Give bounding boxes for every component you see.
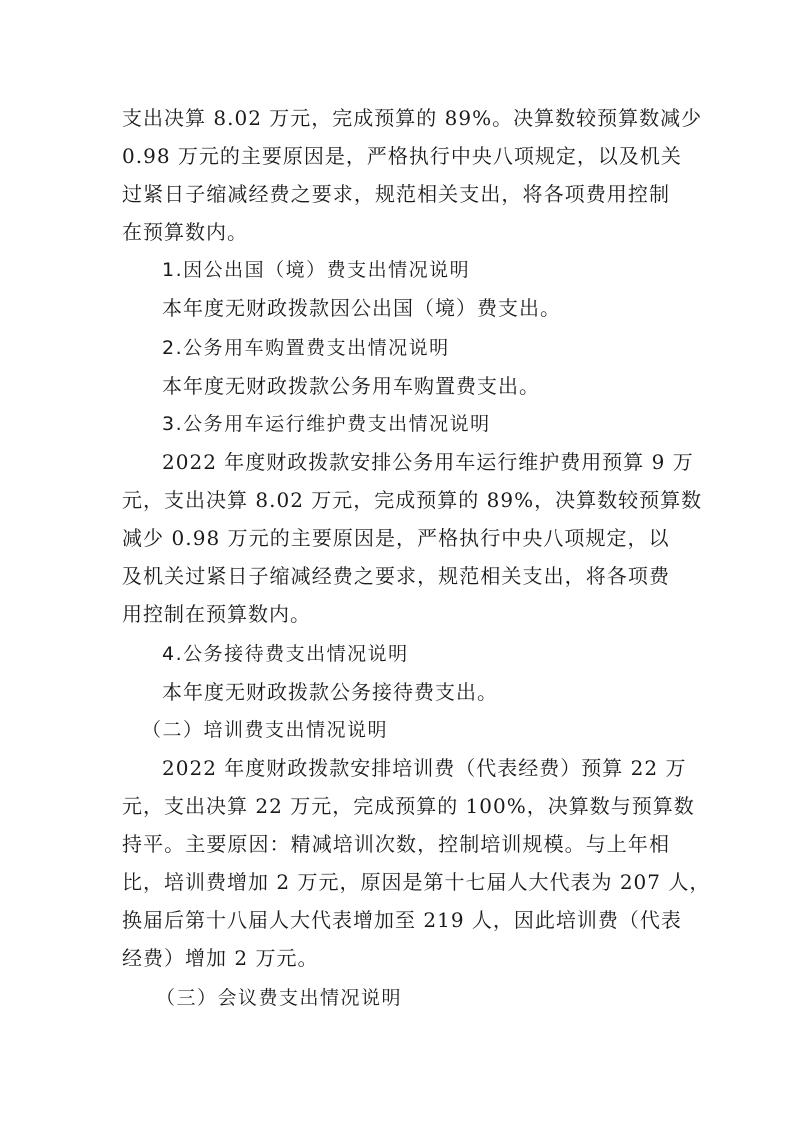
paragraph-line: 换 届 后 第 十 八 届 人 大 代 表 增 加 至 2 1 9 人 ， 因 此 培 训 费 （ 代 表 (122, 908, 682, 932)
section-heading-2: 2.公务用车购置费支出情况说明 (162, 337, 450, 359)
paragraph-line: 2 0 2 2 年 度 财 政 拨 款 安 排 培 训 费 （ 代 表 经 费 ） 预 算 2 2 万 (162, 756, 687, 780)
paragraph-line: 0 . 9 8 万 元 的 主 要 原 因 是 ， 严 格 执 行 中 央 八 项 规 定 ， 以 及 机 关 (122, 144, 682, 168)
section-heading-training: （二）培训费支出情况说明 (142, 719, 389, 741)
section-heading-meeting: （三）会议费支出情况说明 (156, 987, 403, 1009)
paragraph-line: 元 ， 支 出 决 算 8 . 0 2 万 元 ， 完 成 预 算 的 8 9 % ， 决 算 数 较 预 算 数 (122, 488, 703, 512)
section-heading-4: 4.公务接待费支出情况说明 (162, 643, 409, 665)
paragraph-line: 本年度无财政拨款公务用车购置费支出。 (162, 374, 540, 398)
paragraph-line: 2 0 2 2 年 度 财 政 拨 款 安 排 公 务 用 车 运 行 维 护 费 用 预 算 9 万 (162, 450, 694, 474)
section-heading-3: 3.公务用车运行维护费支出情况说明 (162, 413, 491, 435)
section-heading-1: 1.因公出国（境）费支出情况说明 (162, 259, 471, 281)
paragraph-line: 持 平 。 主 要 原 因 ： 精 减 培 训 次 数 ， 控 制 培 训 规 模 。 与 上 年 相 (122, 832, 670, 856)
paragraph-line: 比 ， 培 训 费 增 加 2 万 元 ， 原 因 是 第 十 七 届 人 大 代 表 为 2 0 7 人 ， (122, 870, 711, 894)
paragraph-line: 在预算数内。 (122, 220, 248, 244)
paragraph-line: 本年度无财政拨款因公出国（境）费支出。 (162, 296, 561, 320)
paragraph-line: 元 ， 支 出 决 算 2 2 万 元 ， 完 成 预 算 的 1 0 0 % ， 决 算 数 与 预 算 数 (122, 794, 695, 818)
paragraph-line: 减 少 0 . 9 8 万 元 的 主 要 原 因 是 ， 严 格 执 行 中 央 八 项 规 定 ， 以 (122, 526, 670, 550)
paragraph-line: 及 机 关 过 紧 日 子 缩 减 经 费 之 要 求 ， 规 范 相 关 支 出 ， 将 各 项 费 (122, 564, 670, 588)
paragraph-line: 过 紧 日 子 缩 减 经 费 之 要 求 ， 规 范 相 关 支 出 ， 将 各 项 费 用 控 制 (122, 182, 670, 206)
paragraph-line: 用控制在预算数内。 (122, 602, 311, 626)
paragraph-line: 支 出 决 算 8 . 0 2 万 元 ， 完 成 预 算 的 8 9 % 。 决 算 数 较 预 算 数 减 少 (122, 106, 703, 130)
paragraph-line: 本年度无财政拨款公务接待费支出。 (162, 680, 498, 704)
paragraph-line: 经费）增加 2 万元。 (122, 946, 319, 970)
